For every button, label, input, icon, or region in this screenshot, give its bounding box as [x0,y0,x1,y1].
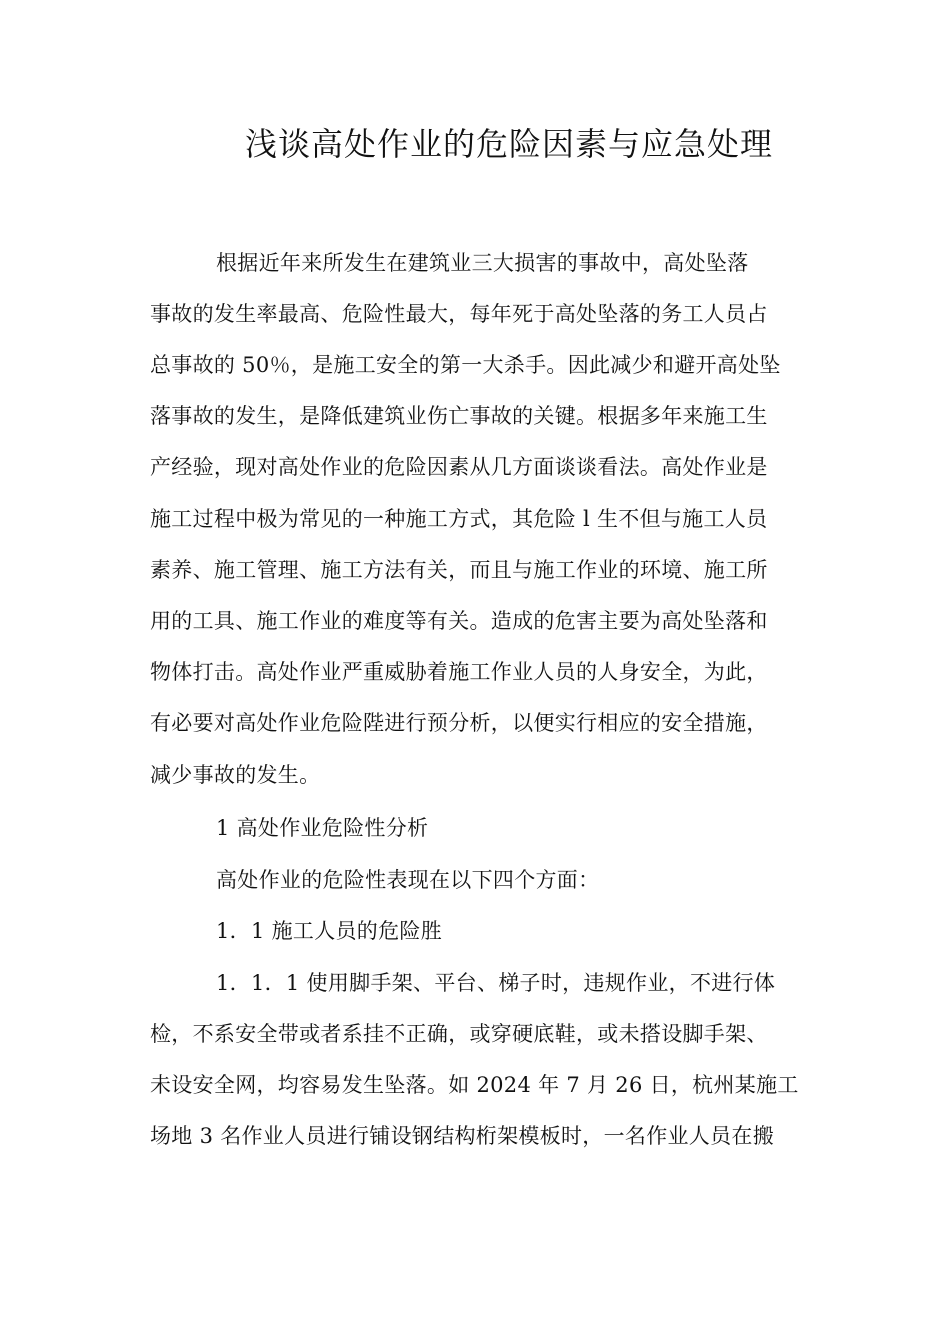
paragraph-line: 未设安全网，均容易发生坠落。如 2024 年 7 月 26 日，杭州某施工 [150,1073,799,1097]
paragraph-line: 产经验，现对高处作业的危险因素从几方面谈谈看法。高处作业是 [150,455,768,479]
paragraph-line: 素养、施工管理、施工方法有关，而且与施工作业的环境、施工所 [150,558,768,582]
paragraph-line: 高处作业的危险性表现在以下四个方面： [216,868,600,892]
subsection-heading: 1．1 施工人员的危险胜 [216,919,442,943]
document-title: 浅谈高处作业的危险因素与应急处理 [244,125,773,163]
paragraph-line: 落事故的发生，是降低建筑业伤亡事故的关键。根据多年来施工生 [150,404,768,428]
paragraph-line: 场地 3 名作业人员进行铺设钢结构桁架模板时，一名作业人员在搬 [150,1124,775,1148]
paragraph-line: 物体打击。高处作业严重威胁着施工作业人员的人身安全，为此， [150,660,768,684]
paragraph-line: 减少事故的发生。 [150,763,321,787]
paragraph-line: 检，不系安全带或者系挂不正确，或穿硬底鞋，或未搭设脚手架、 [150,1022,768,1046]
paragraph-line: 事故的发生率最高、危险性最大，每年死于高处坠落的务工人员占 [150,302,768,326]
paragraph-line: 用的工具、施工作业的难度等有关。造成的危害主要为高处坠落和 [150,609,768,633]
section-heading: 1 高处作业危险性分析 [216,816,429,840]
paragraph-line: 有必要对高处作业危险陛进行预分析，以便实行相应的安全措施， [150,711,768,735]
paragraph-line: 根据近年来所发生在建筑业三大损害的事故中，高处坠落 [216,251,749,275]
paragraph-line: 总事故的 50％，是施工安全的第一大杀手。因此减少和避开高处坠 [150,353,781,377]
paragraph-line: 施工过程中极为常见的一种施工方式，其危险 l 生不但与施工人员 [150,507,768,531]
paragraph-line: 1．1．1 使用脚手架、平台、梯子时，违规作业，不进行体 [216,971,776,995]
